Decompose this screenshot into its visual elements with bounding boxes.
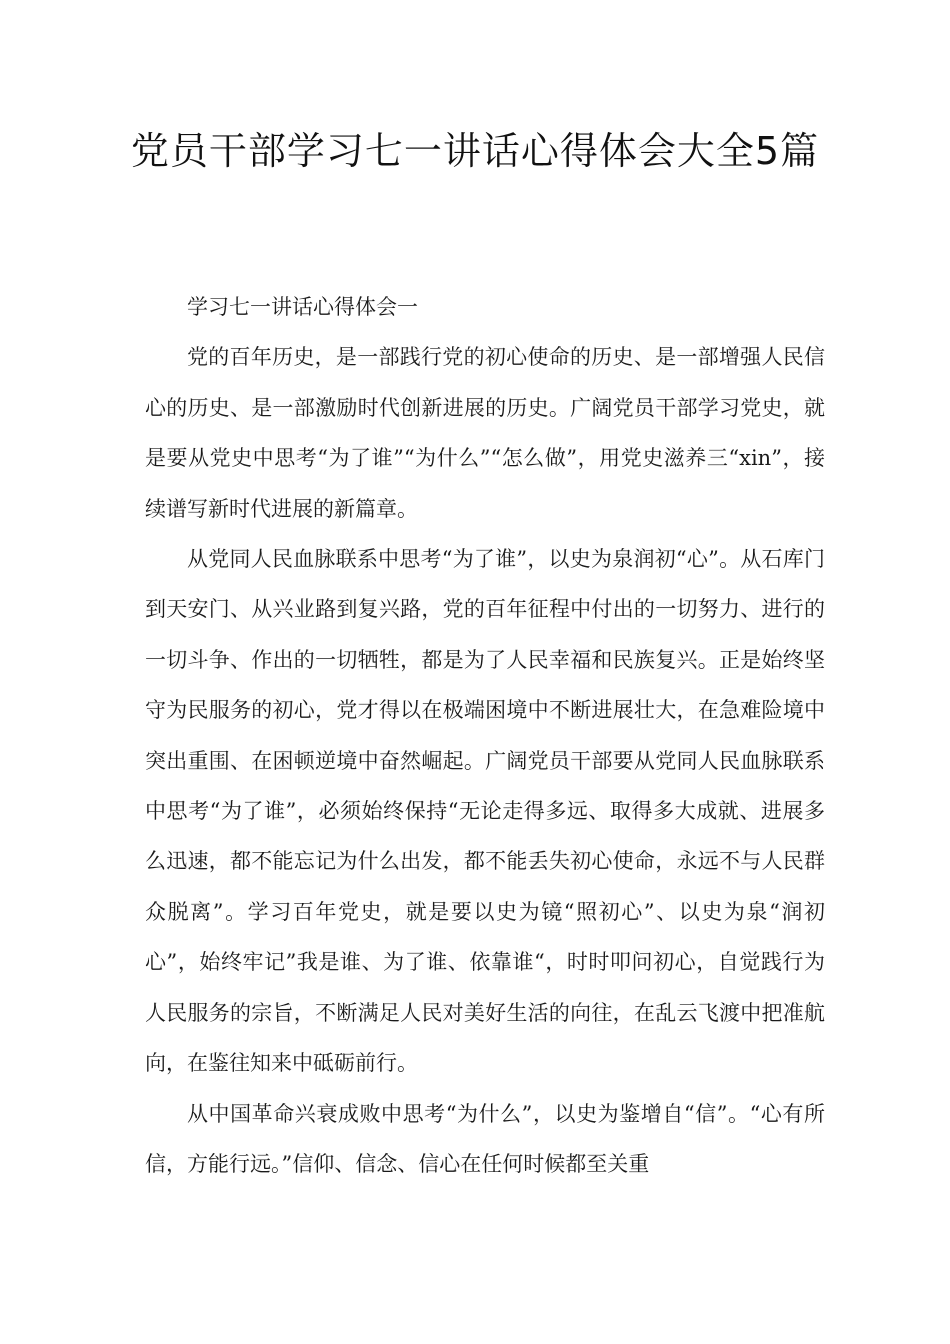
document-body [145, 282, 825, 1189]
paragraph-1: 党的百年历史，是一部践行党的初心使命的历史、是一部增强人民信心的历史、是一部激励时代创新进展的历史。广阔党员干部学习党史，就是要从党史中思考“为了谁”“为什么”“怎么做”，用党史滋养三“xin”，接续谱写新时代进展的新篇章。 [145, 345, 825, 521]
document-title: 党员干部学习七一讲话心得体会大全5篇 [130, 129, 820, 173]
paragraph-3: 从中国革命兴衰成败中思考“为什么”，以史为鉴增自“信”。“心有所信，方能行远。”信仰、信念、信心在任何时候都至关重 [145, 1101, 825, 1176]
paragraph-2: 从党同人民血脉联系中思考“为了谁”，以史为泉润初“心”。从石库门到天安门、从兴业路到复兴路，党的百年征程中付出的一切努力、进行的一切斗争、作出的一切牺牲，都是为了人民幸福和民族复兴。正是始终坚守为民服务的初心，党才得以在极端困境中不断进展壮大，在急难险境中突出重围、在困顿逆境中奋然崛起。广阔党员干部要从党同人民血脉联系中思考“为了谁”，必须始终保持“无论走得多远、取得多大成就、进展多么迅速，都不能忘记为什么出发，都不能丢失初心使命，永远不与人民群众脱离”。学习百年党史，就是要以史为镜“照初心”、以史为泉“润初心”，始终牢记”我是谁、为了谁、依靠谁“，时时叩问初心，自觉践行为人民服务的宗旨，不断满足人民对美好生活的向往，在乱云飞渡中把准航向，在鉴往知来中砥砺前行。 [145, 547, 825, 1076]
section-heading: 学习七一讲话心得体会一 [187, 295, 418, 319]
